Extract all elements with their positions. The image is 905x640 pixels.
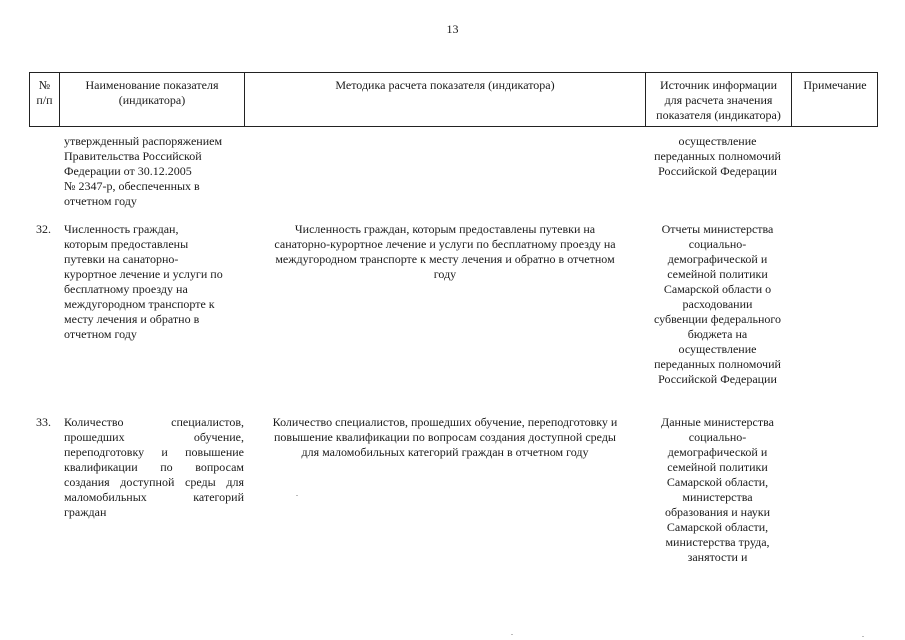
row-number: 32.	[36, 222, 51, 236]
row-method: Количество специалистов, прошедших обучение, переподготовку и повышение квалификации по вопросам создания доступной среды для маломобильных категорий граждан в отчетном году	[272, 415, 618, 459]
page-number: 13	[446, 22, 459, 36]
row-name: Количество специалистов, прошедших обучение, переподготовку и повышение квалификации по вопросам создания доступной среды для маломобильных категорий граждан	[64, 415, 244, 519]
row-source: Данные министерства социально- демографической и семейной политики Самарской области, министерства образования и науки Самарской области, министерства труда, занятости и	[661, 415, 774, 564]
header-note: Примечание	[803, 78, 867, 92]
scan-speck	[862, 636, 864, 637]
continuation-name: утвержденный распоряжением Правительства Российской Федерации от 30.12.2005 № 2347-р, обеспеченных в отчетном году	[64, 134, 223, 208]
row-name: Численность граждан, которым предоставлены путевки на санаторно- курортное лечение и услуги по бесплатному проезду на междугородном транспорте к месту лечения и обратно в отчетном году	[64, 222, 223, 341]
scan-speck	[511, 634, 513, 635]
header-method: Методика расчета показателя (индикатора)	[335, 78, 555, 92]
header-source: Источник информации для расчета значения показателя (индикатора)	[656, 78, 781, 122]
row-number: 33.	[36, 415, 51, 429]
continuation-source: осуществление переданных полномочий Российской Федерации	[654, 134, 781, 178]
scan-speck	[296, 495, 298, 496]
table-header	[29, 72, 878, 127]
header-name: Наименование показателя (индикатора)	[85, 78, 219, 107]
row-method: Численность граждан, которым предоставлены путевки на санаторно-курортное лечение и услуги по бесплатному проезду на междугородном транспорте к месту лечения и обратно в отчетном году	[274, 222, 616, 281]
row-source: Отчеты министерства социально- демографической и семейной политики Самарской области о расходовании субвенции федерального бюджета на осуществление переданных полномочий Российской Федерации	[653, 222, 782, 386]
header-num: № п/п	[36, 78, 53, 107]
